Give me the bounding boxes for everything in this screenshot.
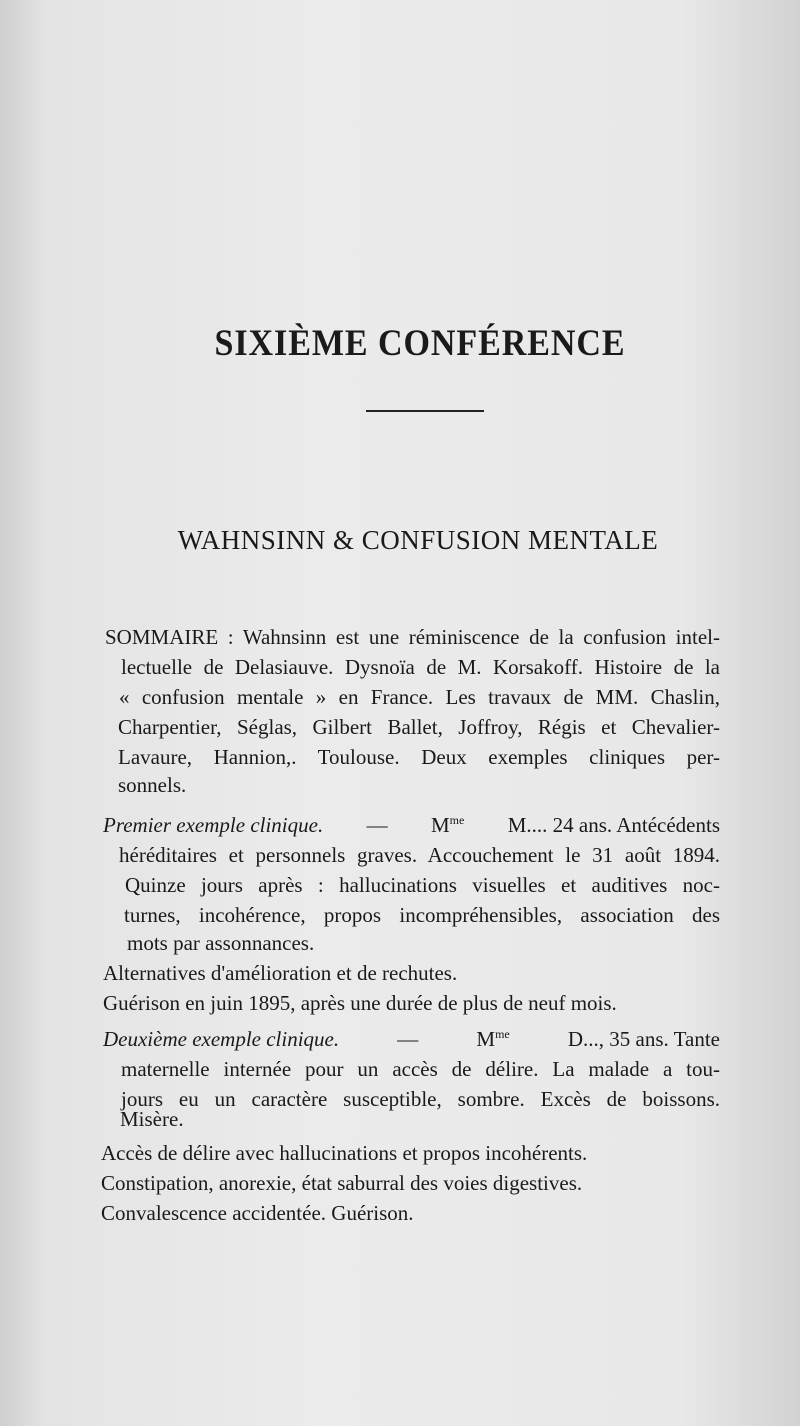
case-1-lead-line <box>103 812 720 838</box>
case-2-line: Misère. <box>120 1107 184 1131</box>
case-1-dash: — <box>366 813 388 837</box>
chapter-title: SIXIÈME CONFÉRENCE <box>214 323 626 364</box>
case-1-lead-rest: M.... 24 ans. Antécédents <box>507 813 720 837</box>
case-2-lead-rest: D..., 35 ans. Tante <box>567 1027 720 1051</box>
case-2-lead-line <box>103 1026 720 1052</box>
case-1-title-sup: me <box>449 813 465 827</box>
case-1-line: mots par assonnances. <box>127 931 315 955</box>
summary-line: SOMMAIRE : Wahnsinn est une réminiscence de la confusion intel- <box>105 625 720 649</box>
summary-line: lectuelle de Delasiauve. Dysnoïa de M. Korsakoff. Histoire de la <box>121 655 720 679</box>
case-1-line: Quinze jours après : hallucinations visuelles et auditives noc- <box>125 873 720 897</box>
case-2-note: Accès de délire avec hallucinations et propos incohérents. <box>101 1141 588 1165</box>
case-1-heading: Premier exemple clinique. <box>103 813 324 837</box>
case-2-line: maternelle internée pour un accès de délire. La malade a tou- <box>121 1057 720 1081</box>
case-1-note: Alternatives d'amélioration et de rechutes. <box>103 961 458 985</box>
case-1-line: turnes, incohérence, propos incompréhensibles, association des <box>124 903 720 927</box>
summary-line: Lavaure, Hannion,. Toulouse. Deux exemples cliniques per- <box>118 745 720 769</box>
case-2-heading: Deuxième exemple clinique. <box>103 1027 340 1051</box>
case-2-title-sup: me <box>495 1027 510 1041</box>
case-1-patient <box>431 812 464 838</box>
case-2-dash: — <box>397 1027 419 1051</box>
case-1-title-abbrev: M <box>430 813 450 837</box>
case-1-line: héréditaires et personnels graves. Accouchement le 31 août 1894. <box>119 843 720 867</box>
case-1-note: Guérison en juin 1895, après une durée de plus de neuf mois. <box>103 991 617 1015</box>
chapter-subtitle: WAHNSINN & CONFUSION MENTALE <box>177 525 659 555</box>
case-2-patient <box>476 1026 509 1052</box>
summary-line: « confusion mentale » en France. Les travaux de MM. Chaslin, <box>119 685 720 709</box>
case-2-line: jours eu un caractère susceptible, sombre. Excès de boissons. <box>121 1087 720 1111</box>
summary-line: sonnels. <box>118 773 187 797</box>
case-2-title-abbrev: M <box>476 1027 496 1051</box>
case-2-note: Convalescence accidentée. Guérison. <box>101 1201 414 1225</box>
title-rule <box>366 410 484 412</box>
summary-line: Charpentier, Séglas, Gilbert Ballet, Joffroy, Régis et Chevalier- <box>118 715 720 739</box>
case-2-note: Constipation, anorexie, état saburral des voies digestives. <box>101 1171 583 1195</box>
